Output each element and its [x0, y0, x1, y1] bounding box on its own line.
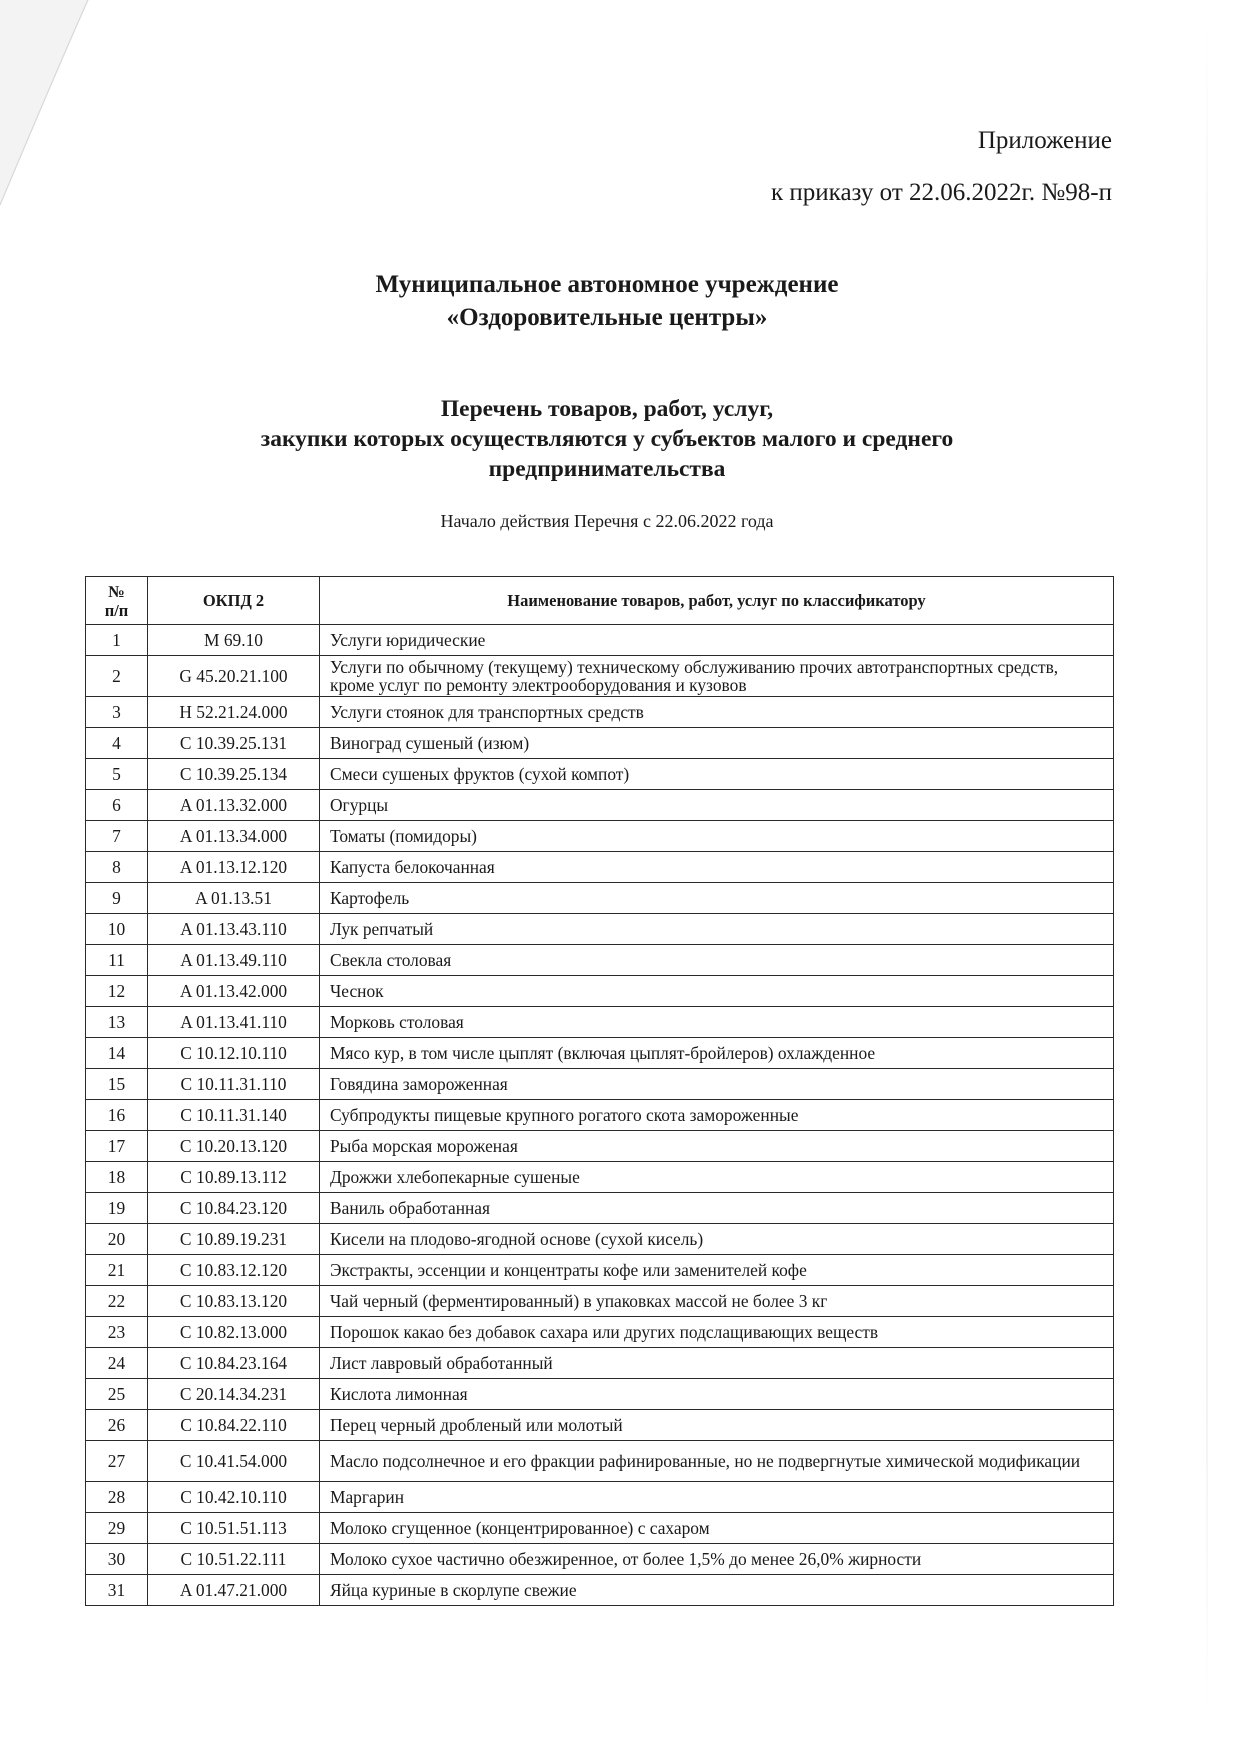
row-okpd-code: C 10.84.23.164 [148, 1348, 320, 1379]
row-okpd-code: M 69.10 [148, 625, 320, 656]
table-row [86, 1410, 1114, 1441]
row-okpd-code: C 10.89.13.112 [148, 1162, 320, 1193]
row-number: 21 [86, 1255, 148, 1286]
header-code: ОКПД 2 [148, 577, 320, 625]
table-row [86, 1513, 1114, 1544]
start-date-note: Начало действия Перечня с 22.06.2022 года [440, 511, 774, 531]
table-row [86, 1348, 1114, 1379]
table-row [86, 1007, 1114, 1038]
row-okpd-code: C 10.89.19.231 [148, 1224, 320, 1255]
row-item-name: Огурцы [320, 790, 1114, 821]
row-number: 3 [86, 697, 148, 728]
row-number: 16 [86, 1100, 148, 1131]
table-row [86, 1131, 1114, 1162]
row-okpd-code: C 10.84.22.110 [148, 1410, 320, 1441]
row-item-name: Услуги юридические [320, 625, 1114, 656]
table-row [86, 759, 1114, 790]
table-row [86, 821, 1114, 852]
table-row [86, 728, 1114, 759]
row-item-name: Ваниль обработанная [320, 1193, 1114, 1224]
row-number: 9 [86, 883, 148, 914]
header-num [86, 577, 148, 625]
row-number: 12 [86, 976, 148, 1007]
row-item-name: Капуста белокочанная [320, 852, 1114, 883]
header-name: Наименование товаров, работ, услуг по классификатору [320, 577, 1114, 625]
row-item-name: Маргарин [320, 1482, 1114, 1513]
row-item-name: Услуги стоянок для транспортных средств [320, 697, 1114, 728]
row-number: 30 [86, 1544, 148, 1575]
row-okpd-code: C 10.83.13.120 [148, 1286, 320, 1317]
row-number: 17 [86, 1131, 148, 1162]
table-row [86, 1038, 1114, 1069]
list-title [0, 394, 1214, 484]
row-number: 29 [86, 1513, 148, 1544]
row-okpd-code: C 10.39.25.131 [148, 728, 320, 759]
table-row [86, 656, 1114, 697]
row-item-name: Дрожжи хлебопекарные сушеные [320, 1162, 1114, 1193]
row-okpd-code: A 01.13.32.000 [148, 790, 320, 821]
row-okpd-code: A 01.13.42.000 [148, 976, 320, 1007]
row-number: 27 [86, 1441, 148, 1482]
list-title-line-1: Перечень товаров, работ, услуг, [440, 396, 774, 422]
row-item-name: Лук репчатый [320, 914, 1114, 945]
row-number: 1 [86, 625, 148, 656]
table-row [86, 625, 1114, 656]
row-okpd-code: C 10.41.54.000 [148, 1441, 320, 1482]
row-number: 11 [86, 945, 148, 976]
table-row [86, 1575, 1114, 1606]
row-item-name: Лист лавровый обработанный [320, 1348, 1114, 1379]
organization-line-2: «Оздоровительные центры» [446, 304, 768, 331]
table-row [86, 1069, 1114, 1100]
row-number: 18 [86, 1162, 148, 1193]
row-number: 20 [86, 1224, 148, 1255]
row-number: 5 [86, 759, 148, 790]
table-row [86, 697, 1114, 728]
row-item-name: Говядина замороженная [320, 1069, 1114, 1100]
table-row [86, 914, 1114, 945]
table-row [86, 1317, 1114, 1348]
row-number: 23 [86, 1317, 148, 1348]
table-row [86, 1224, 1114, 1255]
items-table [85, 576, 1114, 1606]
row-okpd-code: C 10.42.10.110 [148, 1482, 320, 1513]
row-okpd-code: C 10.51.51.113 [148, 1513, 320, 1544]
row-okpd-code: G 45.20.21.100 [148, 656, 320, 697]
row-okpd-code: C 10.84.23.120 [148, 1193, 320, 1224]
row-okpd-code: C 10.11.31.140 [148, 1100, 320, 1131]
row-number: 15 [86, 1069, 148, 1100]
table-row [86, 852, 1114, 883]
row-number: 31 [86, 1575, 148, 1606]
table-row [86, 1162, 1114, 1193]
row-item-name: Молоко сгущенное (концентрированное) с сахаром [320, 1513, 1114, 1544]
table-row [86, 1100, 1114, 1131]
scan-fold-shadow [0, 0, 95, 210]
row-item-name: Порошок какао без добавок сахара или других подслащивающих веществ [320, 1317, 1114, 1348]
row-okpd-code: A 01.13.43.110 [148, 914, 320, 945]
row-number: 22 [86, 1286, 148, 1317]
table-row [86, 790, 1114, 821]
table-row [86, 1441, 1114, 1482]
row-number: 6 [86, 790, 148, 821]
table-row [86, 1482, 1114, 1513]
row-okpd-code: C 20.14.34.231 [148, 1379, 320, 1410]
row-item-name: Рыба морская мороженая [320, 1131, 1114, 1162]
table-row [86, 1286, 1114, 1317]
table-row [86, 1544, 1114, 1575]
row-okpd-code: C 10.51.22.111 [148, 1544, 320, 1575]
row-okpd-code: C 10.39.25.134 [148, 759, 320, 790]
row-number: 26 [86, 1410, 148, 1441]
row-okpd-code: A 01.13.51 [148, 883, 320, 914]
row-item-name: Чеснок [320, 976, 1114, 1007]
row-item-name: Масло подсолнечное и его фракции рафинированные, но не подвергнутые химической модификации [320, 1441, 1114, 1482]
header-num-line-2: п/п [104, 600, 129, 620]
row-item-name: Свекла столовая [320, 945, 1114, 976]
row-item-name: Картофель [320, 883, 1114, 914]
table-row [86, 945, 1114, 976]
row-item-name: Кисели на плодово-ягодной основе (сухой кисель) [320, 1224, 1114, 1255]
table-row [86, 1255, 1114, 1286]
row-item-name: Субпродукты пищевые крупного рогатого скота замороженные [320, 1100, 1114, 1131]
row-item-name: Перец черный дробленый или молотый [320, 1410, 1114, 1441]
header-num-line-1: № [108, 581, 125, 601]
row-okpd-code: A 01.13.34.000 [148, 821, 320, 852]
row-number: 19 [86, 1193, 148, 1224]
row-item-name: Чай черный (ферментированный) в упаковках массой не более 3 кг [320, 1286, 1114, 1317]
row-number: 4 [86, 728, 148, 759]
row-item-name: Морковь столовая [320, 1007, 1114, 1038]
row-okpd-code: H 52.21.24.000 [148, 697, 320, 728]
row-item-name: Молоко сухое частично обезжиренное, от более 1,5% до менее 26,0% жирности [320, 1544, 1114, 1575]
row-okpd-code: A 01.13.12.120 [148, 852, 320, 883]
row-okpd-code: C 10.20.13.120 [148, 1131, 320, 1162]
row-okpd-code: A 01.13.49.110 [148, 945, 320, 976]
row-item-name: Виноград сушеный (изюм) [320, 728, 1114, 759]
row-number: 24 [86, 1348, 148, 1379]
list-title-line-3: предпринимательства [488, 456, 726, 482]
list-title-line-2: закупки которых осуществляются у субъектов малого и среднего [260, 426, 954, 452]
row-number: 28 [86, 1482, 148, 1513]
row-number: 8 [86, 852, 148, 883]
table-row [86, 1379, 1114, 1410]
row-number: 10 [86, 914, 148, 945]
row-item-name: Мясо кур, в том числе цыплят (включая цыплят-бройлеров) охлажденное [320, 1038, 1114, 1069]
row-item-name: Смеси сушеных фруктов (сухой компот) [320, 759, 1114, 790]
row-number: 25 [86, 1379, 148, 1410]
row-okpd-code: C 10.83.12.120 [148, 1255, 320, 1286]
row-number: 14 [86, 1038, 148, 1069]
row-item-name: Томаты (помидоры) [320, 821, 1114, 852]
table-row [86, 1193, 1114, 1224]
organization-name [0, 268, 1214, 334]
row-item-name: Экстракты, эссенции и концентраты кофе или заменителей кофе [320, 1255, 1114, 1286]
row-okpd-code: A 01.47.21.000 [148, 1575, 320, 1606]
row-number: 13 [86, 1007, 148, 1038]
organization-line-1: Муниципальное автономное учреждение [375, 271, 839, 298]
order-reference: к приказу от 22.06.2022г. №98-п [771, 179, 1112, 206]
appendix-header [771, 128, 1112, 205]
row-okpd-code: C 10.12.10.110 [148, 1038, 320, 1069]
appendix-label: Приложение [977, 127, 1112, 154]
row-okpd-code: C 10.82.13.000 [148, 1317, 320, 1348]
row-item-name: Услуги по обычному (текущему) техническому обслуживанию прочих автотранспортных средств, кроме услуг по ремонту электрооборудования и кузовов [320, 656, 1114, 697]
row-item-name: Кислота лимонная [320, 1379, 1114, 1410]
row-number: 2 [86, 656, 148, 697]
row-okpd-code: A 01.13.41.110 [148, 1007, 320, 1038]
table-header-row [86, 577, 1114, 625]
row-number: 7 [86, 821, 148, 852]
row-okpd-code: C 10.11.31.110 [148, 1069, 320, 1100]
table-row [86, 883, 1114, 914]
table-row [86, 976, 1114, 1007]
row-item-name: Яйца куриные в скорлупе свежие [320, 1575, 1114, 1606]
